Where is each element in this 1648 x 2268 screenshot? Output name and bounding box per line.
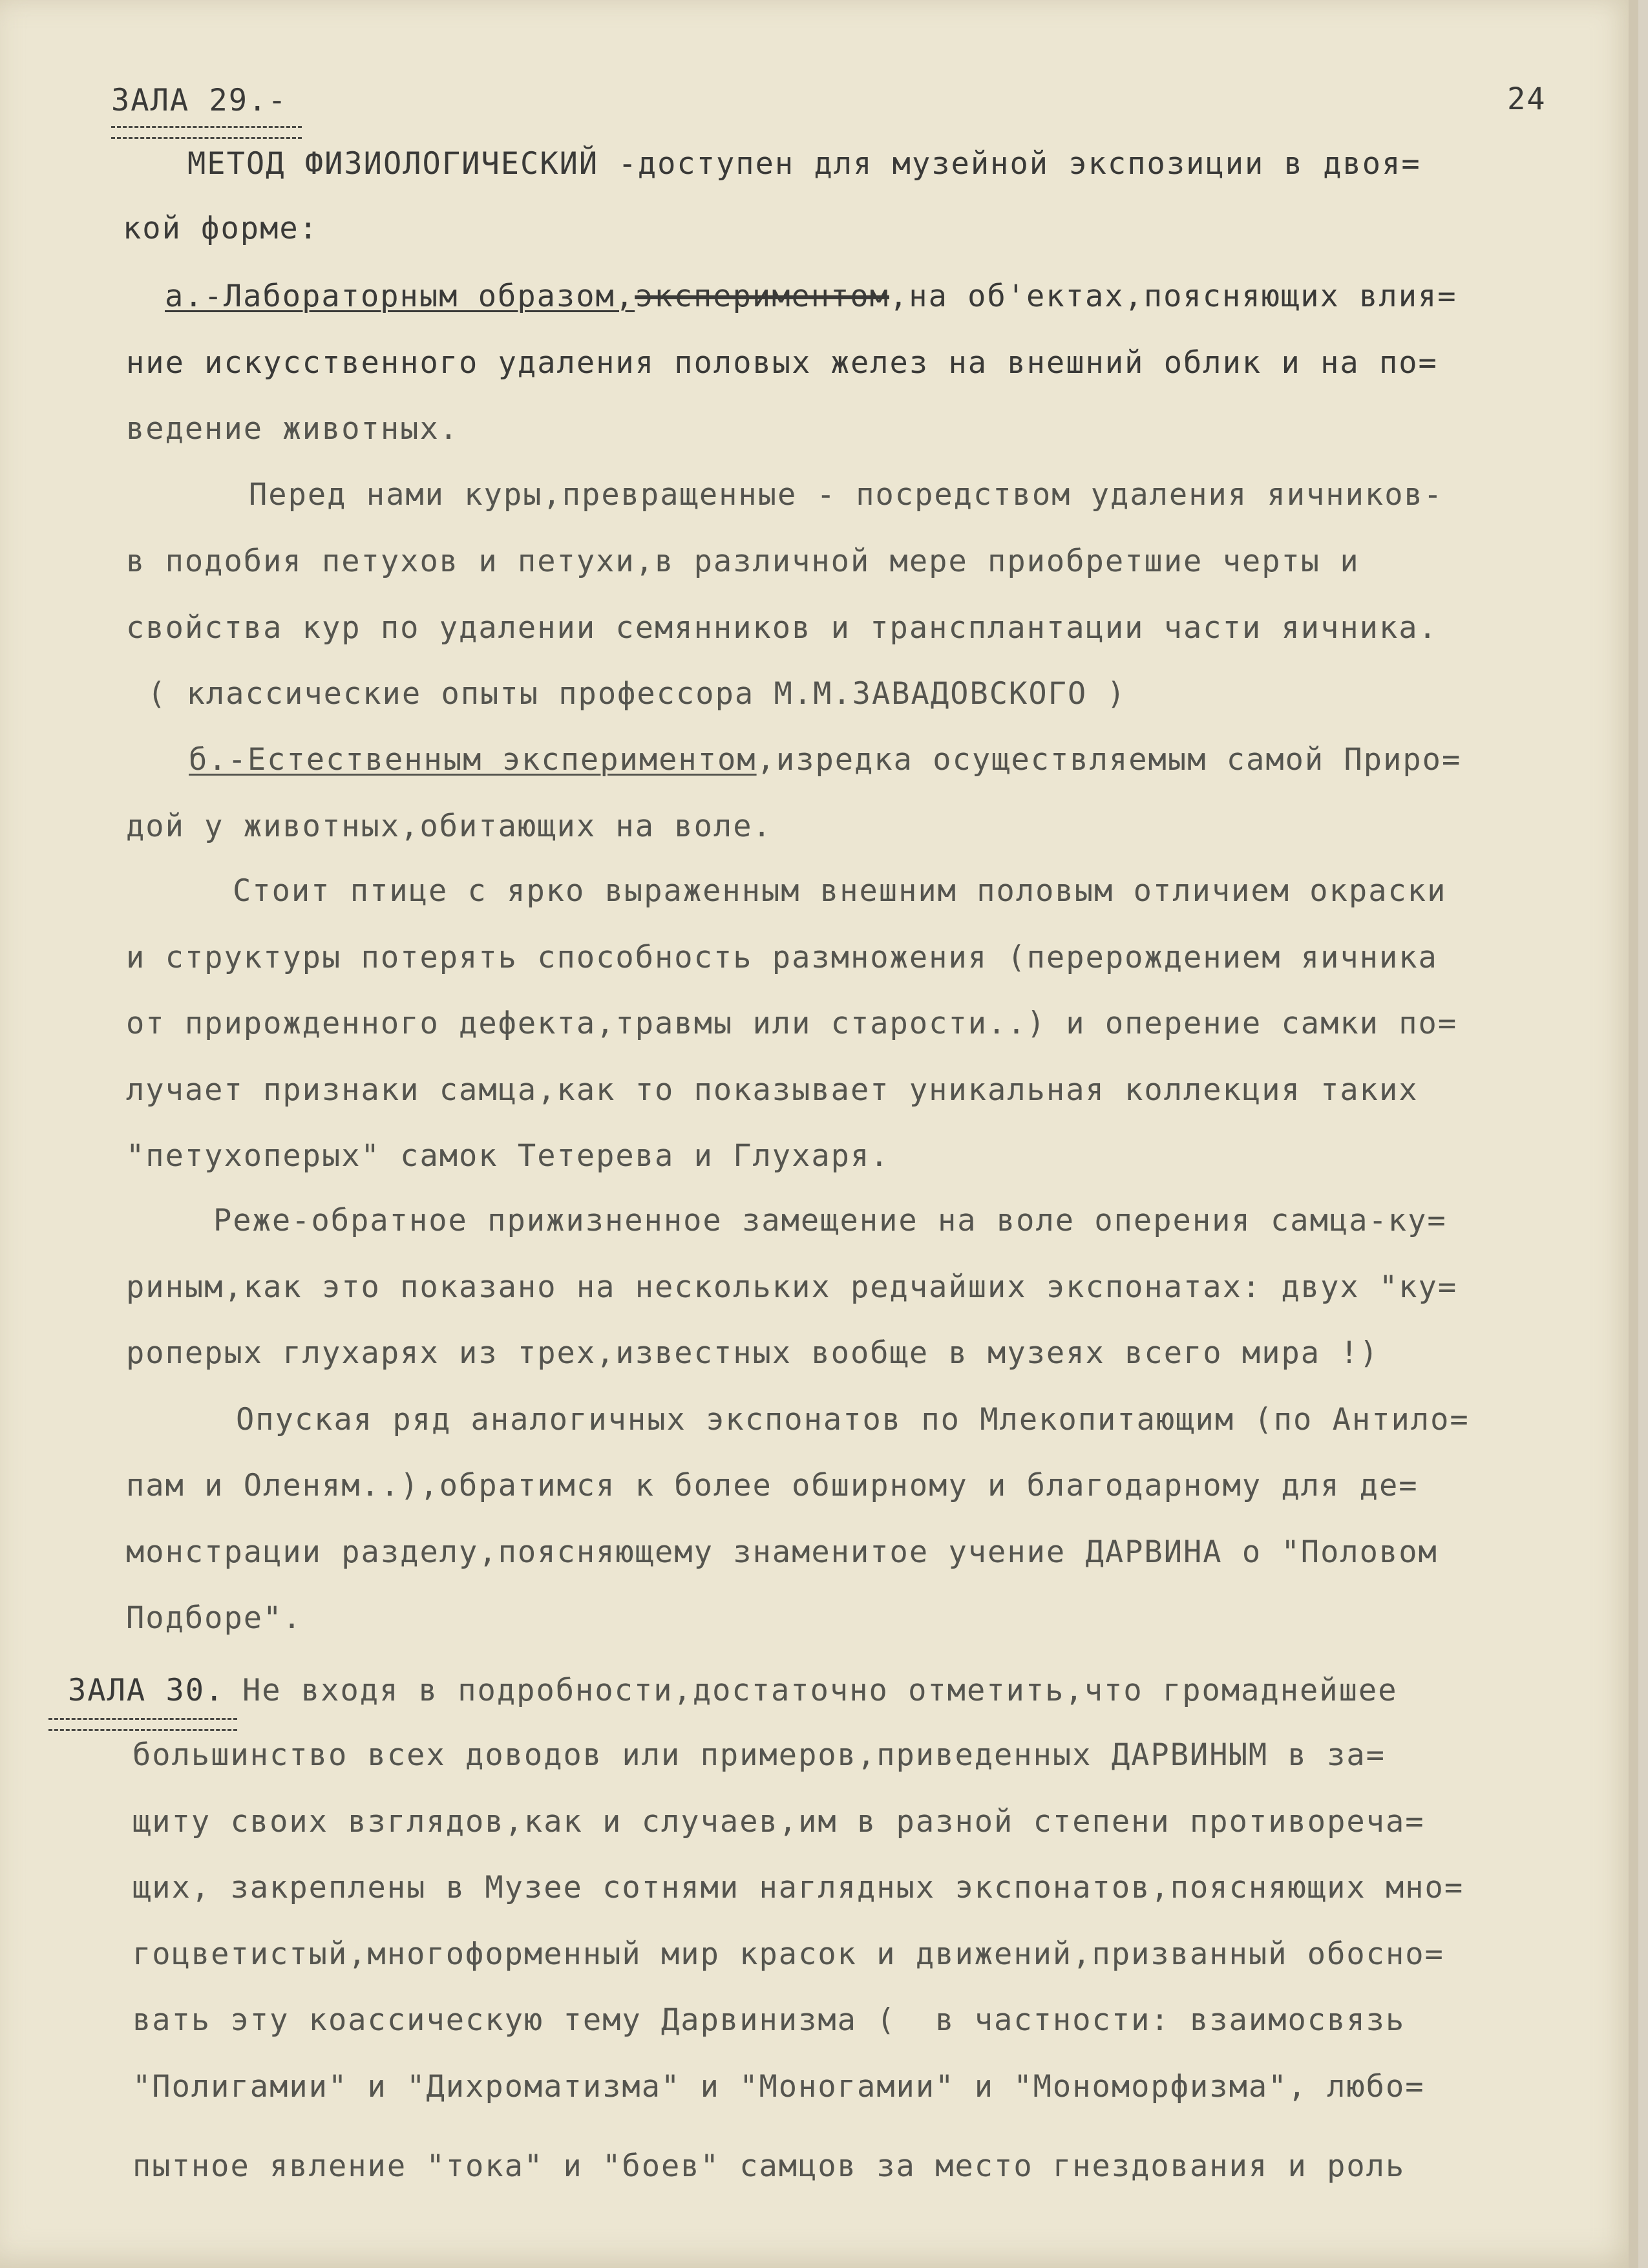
text-line-7: в подобия петухов и петухи,в различной мере приобретшие черты и	[126, 544, 1360, 579]
natural-experiment-phrase: б.-Естественным экспериментом	[189, 742, 757, 778]
hall-30-heading: ЗАЛА 30.	[68, 1673, 225, 1708]
text-line-2: кой форме:	[123, 211, 319, 246]
text-line-10	[189, 742, 1462, 778]
hall30-line-5: гоцветистый,многоформенный мир красок и движений,призванный обосно=	[132, 1936, 1444, 1972]
text-line-23: Подборе".	[126, 1600, 302, 1636]
text-line-22: монстрации разделу,поясняющему знаменитое учение ДАРВИНА о "Половом	[126, 1534, 1438, 1570]
hall-29-double-underline	[111, 126, 302, 139]
text-line-18: риным,как это показано на нескольких редчайших экспонатах: двух "ку=	[126, 1269, 1458, 1305]
text-line-15: лучает признаки самца,как то показывает уникальная коллекция таких	[126, 1072, 1419, 1108]
text-line-21: пам и Оленям..),обратимся к более обширному и благодарному для де=	[126, 1468, 1419, 1503]
text-line-5: ведение животных.	[126, 411, 460, 447]
text-line-10-rest: ,изредка осуществляемым самой Приро=	[756, 742, 1462, 778]
hall30-line-2: большинство всех доводов или примеров,приведенных ДАРВИНЫМ в за=	[132, 1737, 1386, 1773]
text-line-3-rest: ,на об'ектах,поясняющих влия=	[889, 279, 1457, 314]
text-line-17: Реже-обратное прижизненное замещение на воле оперения самца-ку=	[213, 1203, 1447, 1238]
text-line-1: МЕТОД ФИЗИОЛОГИЧЕСКИЙ -доступен для музейной экспозиции в двоя=	[187, 146, 1421, 182]
hall30-line-7: "Полигамии" и "Дихроматизма" и "Моногамии" и "Мономорфизма", любо=	[132, 2069, 1425, 2104]
lab-method-phrase: а.-Лабораторным образом,	[165, 279, 635, 314]
text-line-14: от прирожденного дефекта,травмы или старости..) и оперение самки по=	[126, 1006, 1458, 1041]
hall-30-double-underline	[48, 1718, 237, 1731]
hall30-line-8: пытное явление "тока" и "боев" самцов за место гнездования и роль	[132, 2148, 1406, 2184]
text-line-9: ( классические опыты профессора М.М.ЗАВАДОВСКОГО )	[147, 676, 1126, 712]
hall30-line-1: Не входя в подробности,достаточно отметить,что громаднейшее	[242, 1673, 1398, 1708]
text-line-11: дой у животных,обитающих на воле.	[126, 809, 772, 844]
hall30-line-6: вать эту коассическую тему Дарвинизма ( в частности: взаимосвязь	[132, 2002, 1406, 2038]
text-line-4: ние искусственного удаления половых желез на внешний облик и на по=	[126, 345, 1438, 381]
hall30-line-3: щиту своих взглядов,как и случаев,им в разной степени противореча=	[132, 1804, 1425, 1839]
hall30-line-4: щих, закреплены в Музее сотнями наглядных экспонатов,поясняющих мно=	[132, 1870, 1464, 1905]
page-number: 24	[1507, 81, 1547, 117]
hall-29-heading: ЗАЛА 29.-	[111, 83, 288, 118]
text-line-20: Опуская ряд аналогичных экспонатов по Млекопитающим (по Антило=	[236, 1402, 1470, 1437]
text-line-13: и структуры потерять способность размножения (перерождением яичника	[126, 940, 1438, 975]
text-line-12: Стоит птице с ярко выраженным внешним половым отличием окраски	[233, 873, 1447, 909]
text-line-6: Перед нами куры,превращенные - посредством удаления яичников-	[249, 477, 1444, 513]
text-line-19: роперых глухарях из трех,известных вообще в музеях всего мира !)	[126, 1335, 1379, 1371]
text-line-8: свойства кур по удалении семянников и трансплантации части яичника.	[126, 610, 1438, 646]
paper-edge	[1629, 0, 1638, 2268]
struck-word: экспериментом	[635, 279, 889, 314]
text-line-16: "петухоперых" самок Тетерева и Глухаря.	[126, 1138, 890, 1174]
text-line-3	[165, 281, 1457, 312]
